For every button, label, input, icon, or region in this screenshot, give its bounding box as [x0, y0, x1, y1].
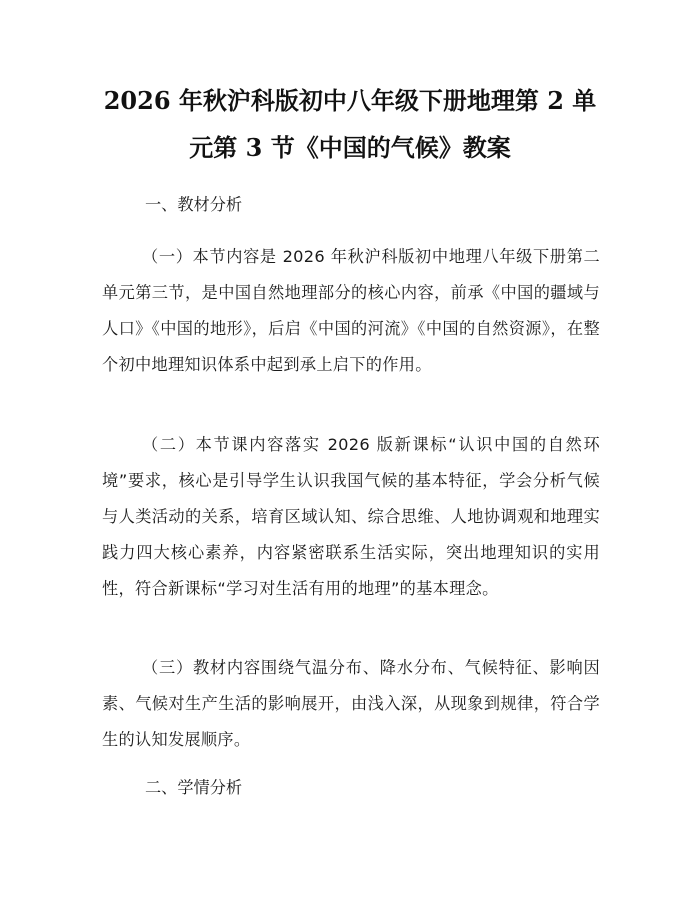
paragraph-1: （一）本节内容是 2026 年秋沪科版初中地理八年级下册第二单元第三节，是中国自然地理部分的核心内容，前承《中国的疆域与人口》《中国的地形》，后启《中国的河流》《中国的自然资源》，在整个初中地理知识体系中起到承上启下的作用。 [102, 247, 600, 374]
section-heading-textbook-analysis: 一、教材分析 [145, 195, 243, 214]
paragraph-2: （二）本节课内容落实 2026 版新课标“认识中国的自然环境”要求，核心是引导学生认识我国气候的基本特征，学会分析气候与人类活动的关系，培育区域认知、综合思维、人地协调观和地理实践力四大核心素养，内容紧密联系生活实际，突出地理知识的实用性，符合新课标“学习对生活有用的地理”的基本理念。 [102, 435, 600, 598]
document-title-line-1: 2026 年秋沪科版初中八年级下册地理第 2 单 [103, 86, 597, 115]
document-title-line-2: 元第 3 节《中国的气候》教案 [189, 133, 511, 162]
paragraph-3: （三）教材内容围绕气温分布、降水分布、气候特征、影响因素、气候对生产生活的影响展开，由浅入深，从现象到规律，符合学生的认知发展顺序。 [102, 658, 600, 749]
section-heading-learner-analysis: 二、学情分析 [145, 778, 243, 797]
